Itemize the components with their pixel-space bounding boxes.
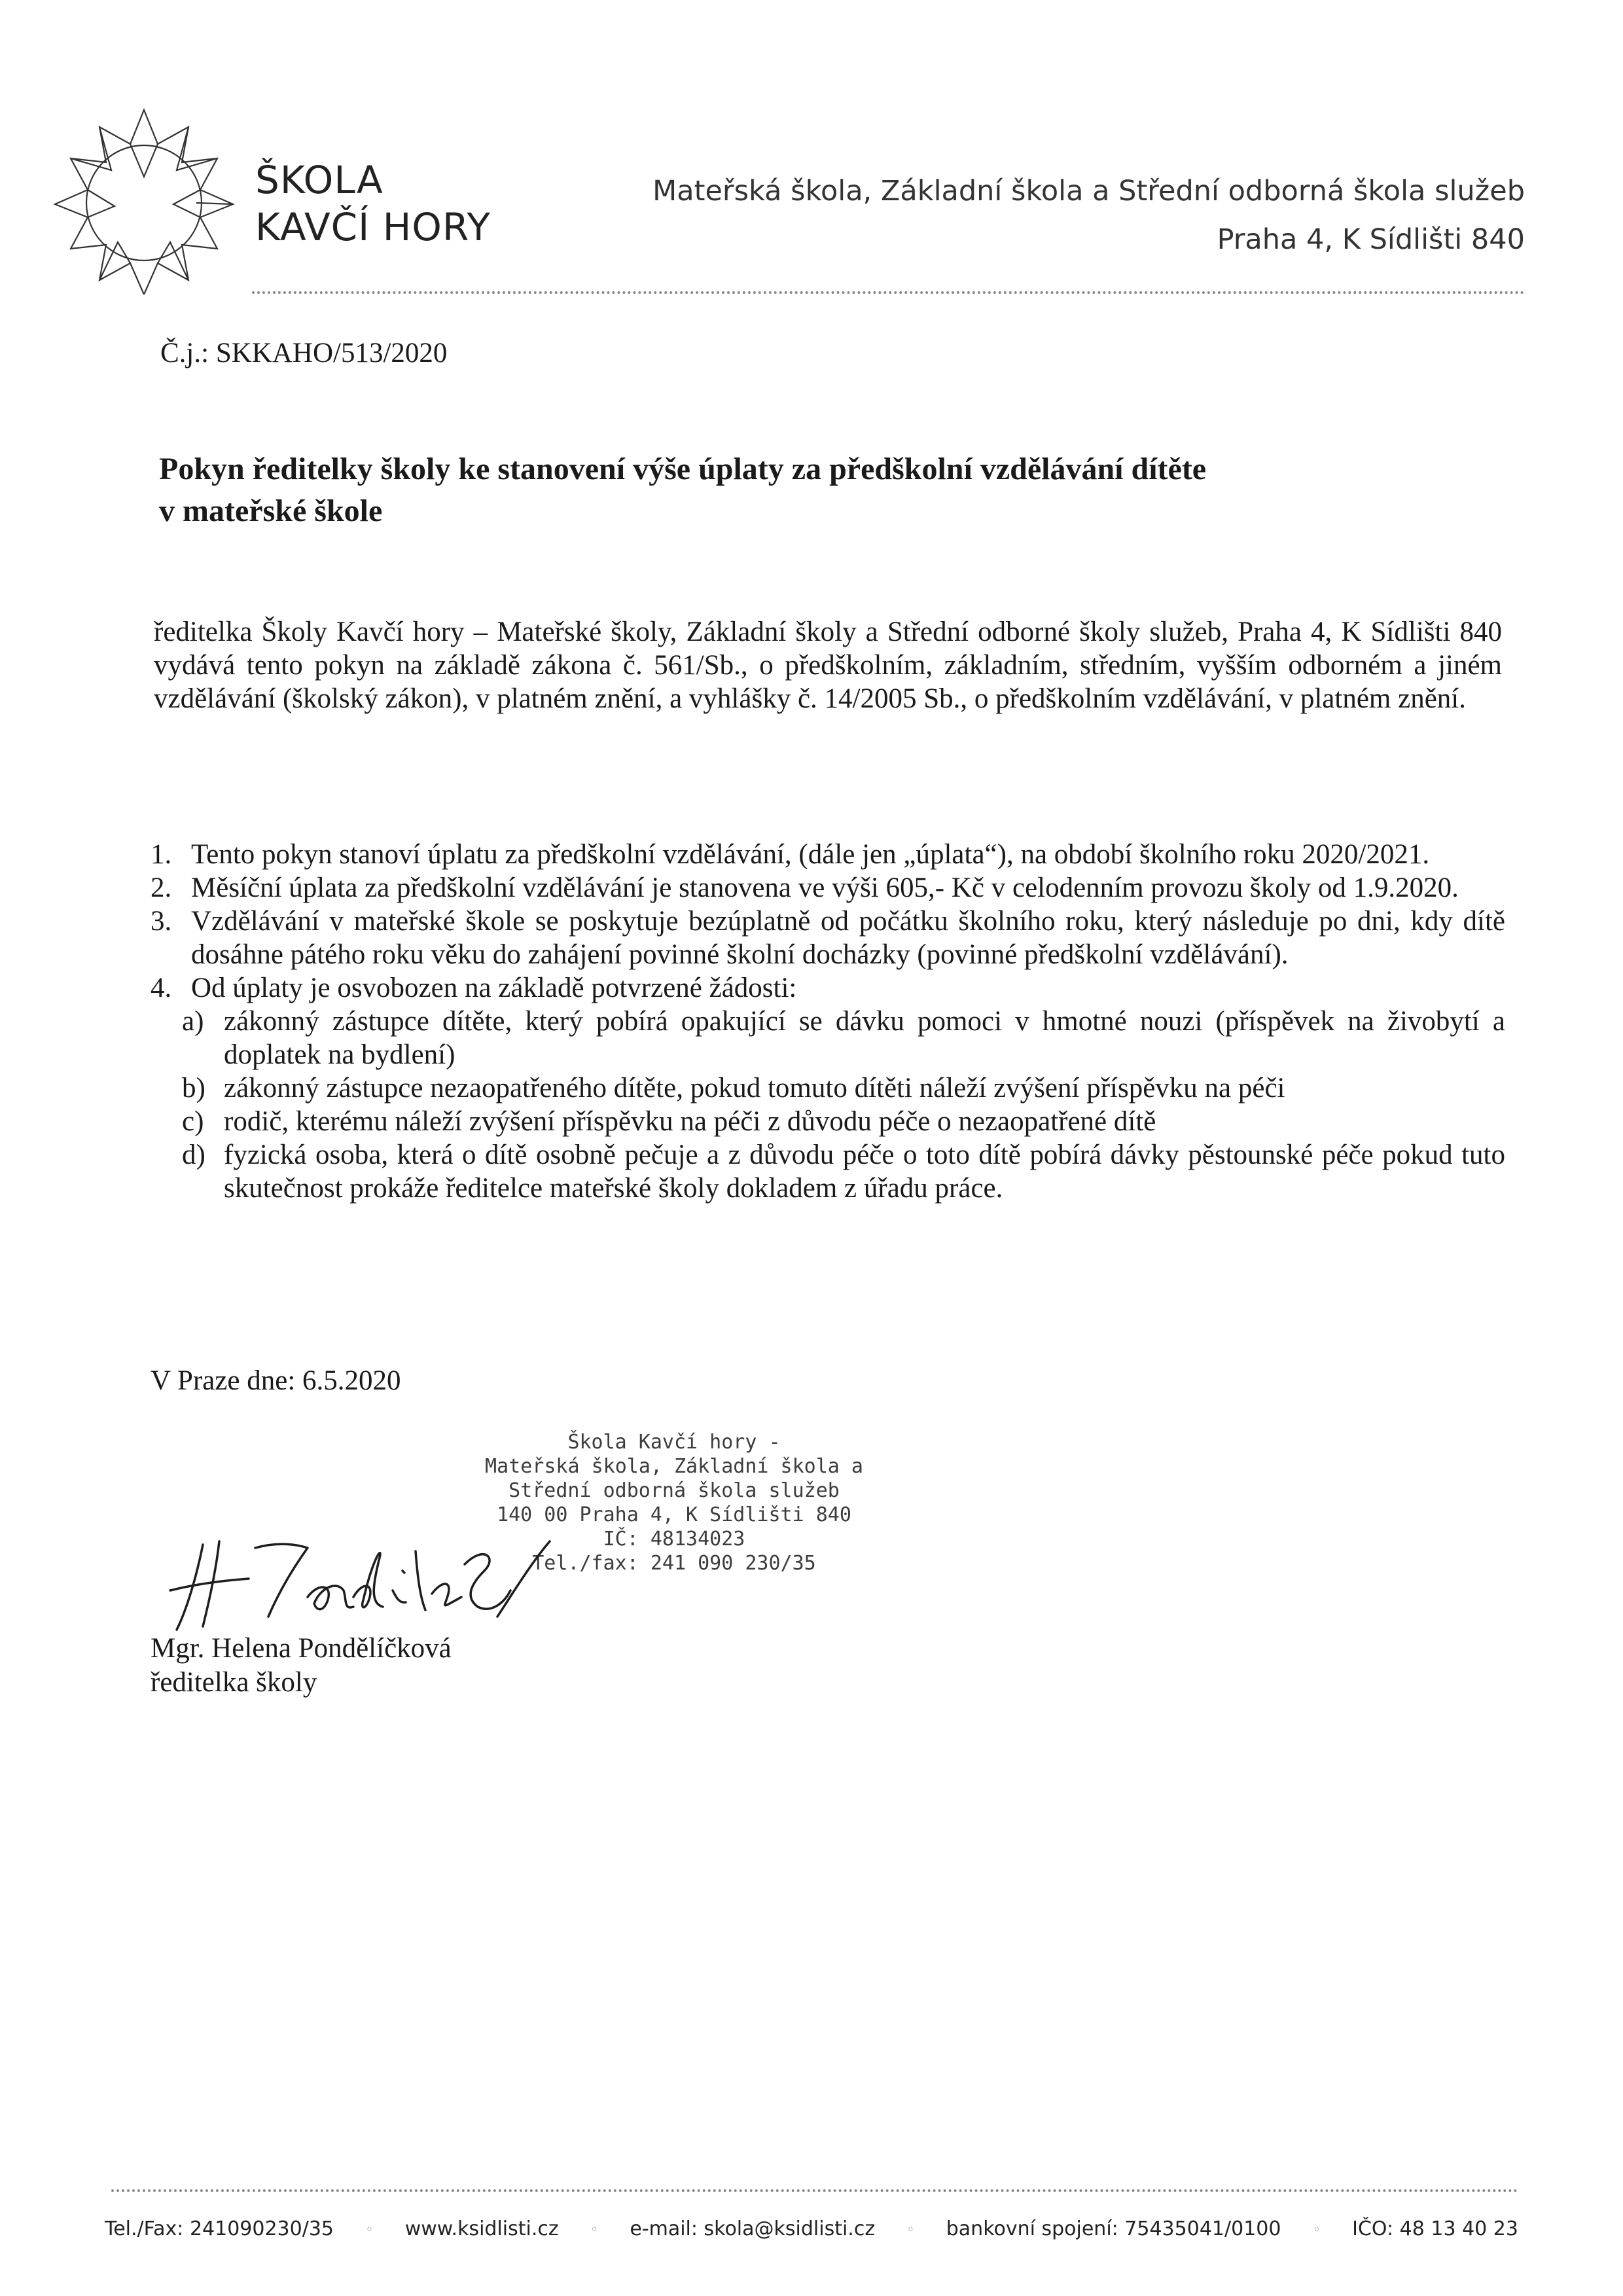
sub-item-text: fyzická osoba, která o dítě osobně pečuje a z důvodu péče o toto dítě pobírá dávky pěstounské péče pokud tuto skutečnost prokáže ředitelce mateřské školy dokladem z úřadu práce. (224, 1139, 1505, 1204)
school-address: Praha 4, K Sídlišti 840 (1217, 223, 1525, 256)
footer-email: e-mail: skola@ksidlisti.cz (630, 2217, 876, 2240)
list-item-number: 3. (151, 906, 172, 937)
logo-text-skola: ŠKOLA (255, 158, 383, 202)
school-logo-star-icon (46, 98, 242, 295)
footer-contacts (105, 2217, 1518, 2240)
sub-list-item (151, 1138, 1505, 1205)
sub-item-text: zákonný zástupce dítěte, který pobírá opakující se dávku pomoci v hmotné nouzi (příspěvek na živobytí a doplatek na bydlení) (224, 1006, 1505, 1070)
footer-website: www.ksidlisti.cz (404, 2217, 559, 2240)
sub-item-text: zákonný zástupce nezaopatřeného dítěte, pokud tomuto dítěti náleží zvýšení příspěvku na péči (224, 1073, 1285, 1103)
stamp-line: Mateřská škola, Základní škola a (485, 1455, 863, 1478)
sub-list-item (151, 1105, 1505, 1138)
list-item-text: Vzdělávání v mateřské škole se poskytuje bezúplatně od počátku školního roku, který následuje po dni, kdy dítě dosáhne pátého roku věku do zahájení povinné školní docházky (povinné předškolní vzdělávání). (191, 906, 1505, 970)
footer-divider (111, 2189, 1518, 2192)
list-item-text: Měsíční úplata za předškolní vzdělávání je stanovena ve výši 605,- Kč v celodenním provozu školy od 1.9.2020. (191, 872, 1459, 903)
intro-paragraph: ředitelka Školy Kavčí hory – Mateřské školy, Základní školy a Střední odborné školy služeb, Praha 4, K Sídlišti 840 vydává tento pokyn na základě zákona č. 561/Sb., o předškolním, základním, středním, vyšším odborném a jiném vzdělávání (školský zákon), v platném znění, a vyhlášky č. 14/2005 Sb., o předškolním vzdělávání, v platném znění. (154, 617, 1502, 714)
sub-item-letter: d) (182, 1139, 205, 1170)
stamp-line: IČ: 48134023 (603, 1528, 745, 1551)
bullet-separator-icon: ◦ (1312, 2221, 1321, 2237)
list-item (151, 871, 1505, 905)
signer-block (151, 1632, 452, 1700)
bullet-separator-icon: ◦ (906, 2221, 915, 2237)
sub-item-letter: c) (182, 1106, 204, 1137)
footer-bank: bankovní spojení: 75435041/0100 (946, 2217, 1281, 2240)
handwritten-signature (157, 1518, 563, 1636)
header-divider (252, 291, 1525, 294)
footer-phone: Tel./Fax: 241090230/35 (105, 2217, 334, 2240)
document-title (159, 448, 1468, 532)
bullet-separator-icon: ◦ (365, 2221, 374, 2237)
stamp-line: Střední odborná škola služeb (508, 1479, 840, 1502)
sub-list-item (151, 1071, 1505, 1105)
footer-ico: IČO: 48 13 40 23 (1352, 2217, 1518, 2240)
list-item-text: Tento pokyn stanoví úplatu za předškolní vzdělávání, (dále jen „úplata“), na období školního roku 2020/2021. (191, 839, 1430, 870)
list-item-text: Od úplaty je osvobozen na základě potvrzené žádosti: (191, 973, 797, 1003)
stamp-line: 140 00 Praha 4, K Sídlišti 840 (497, 1503, 851, 1526)
signer-name: Mgr. Helena Pondělíčková (151, 1633, 452, 1664)
list-item-number: 2. (151, 872, 172, 903)
school-name: Mateřská škola, Základní škola a Střední odborná škola služeb (652, 175, 1525, 207)
sub-item-text: rodič, kterému náleží zvýšení příspěvku na péči z důvodu péče o nezaopatřené dítě (224, 1106, 1156, 1137)
numbered-list (151, 838, 1505, 1205)
reference-number: Č.j.: SKKAHO/513/2020 (160, 338, 448, 368)
stamp-line: Škola Kavčí hory - (567, 1431, 781, 1454)
title-line-2: v mateřské škole (159, 493, 383, 528)
list-item (151, 838, 1505, 871)
stamp-line: Tel./fax: 241 090 230/35 (532, 1552, 816, 1575)
title-line-1: Pokyn ředitelky školy ke stanovení výše úplaty za předškolní vzdělávání dítěte (159, 452, 1207, 486)
list-item-number: 4. (151, 973, 172, 1003)
sub-list-item (151, 1005, 1505, 1071)
date-line: V Praze dne: 6.5.2020 (151, 1365, 401, 1396)
logo-text-kavci-hory: KAVČÍ HORY (255, 205, 491, 249)
sub-item-letter: a) (182, 1006, 204, 1037)
list-item (151, 971, 1505, 1005)
list-item-number: 1. (151, 839, 172, 870)
list-item (151, 905, 1505, 971)
sub-item-letter: b) (182, 1073, 205, 1103)
signer-role: ředitelka školy (151, 1667, 317, 1698)
bullet-separator-icon: ◦ (590, 2221, 598, 2237)
